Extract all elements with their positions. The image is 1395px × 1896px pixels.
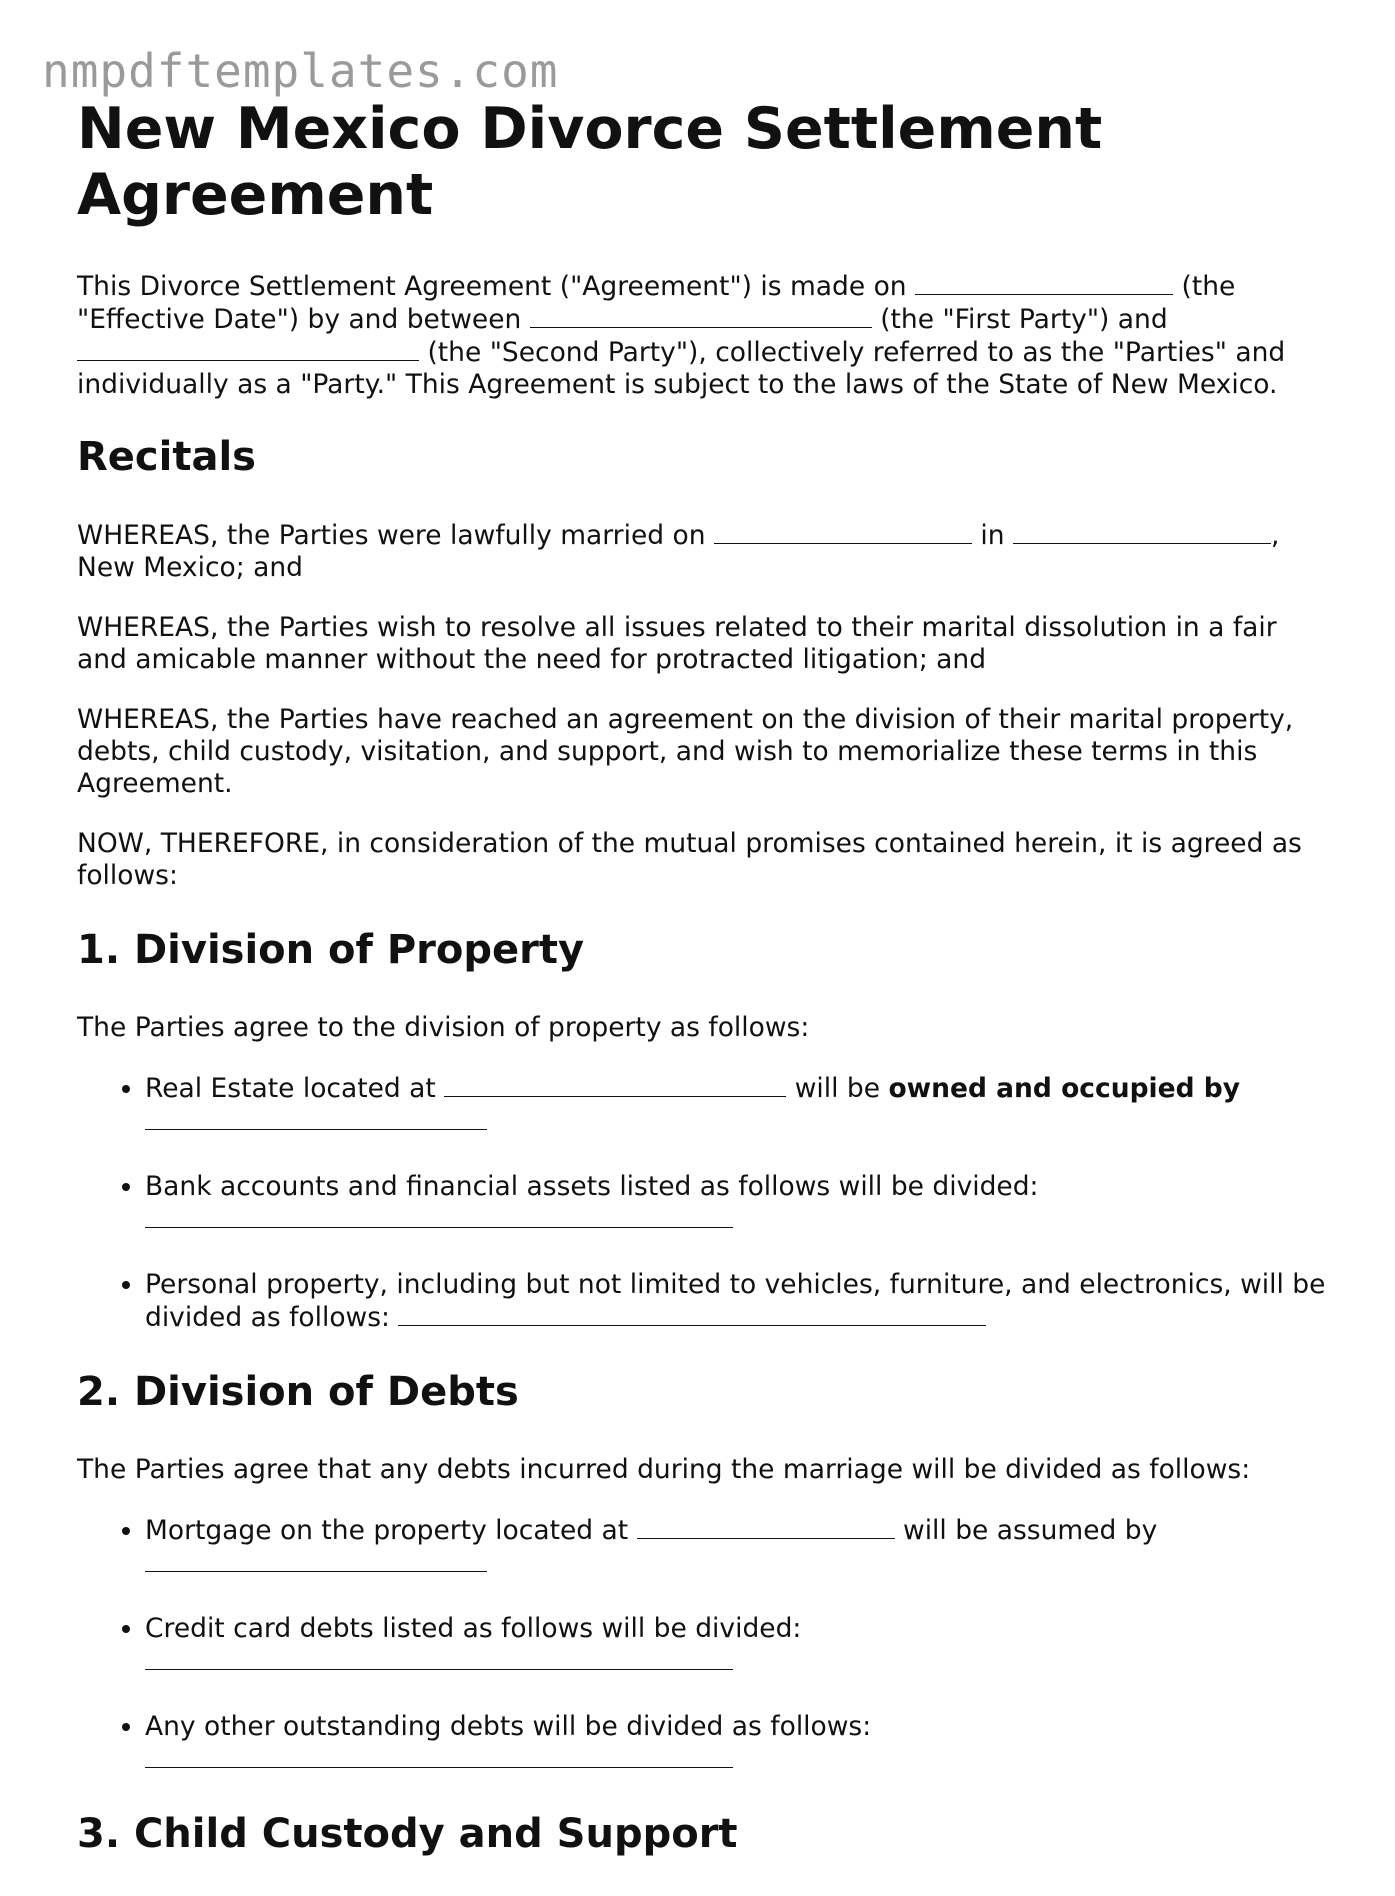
list-item: [145, 1171, 1327, 1236]
personal-property-text: Personal property, including but not limited to vehicles, furniture, and electronics, will be divided as follows:: [145, 1269, 1326, 1333]
section-1-list: [77, 1072, 1327, 1334]
intro-text-2: (the "Effective Date") by and between: [77, 271, 1236, 335]
marriage-place-blank[interactable]: [1013, 519, 1271, 544]
mortgage-text-1: Mortgage on the property located at: [145, 1515, 629, 1546]
mortgage-text-2: will be assumed by: [903, 1515, 1158, 1546]
whereas-1: [77, 519, 1327, 584]
list-item: [145, 1711, 1327, 1776]
list-item: [145, 1269, 1327, 1334]
list-item: [145, 1613, 1327, 1678]
whereas-2: WHEREAS, the Parties wish to resolve all issues related to their marital dissolution in a fair and amicable manner without the need for protracted litigation; and: [77, 612, 1277, 675]
real-estate-owner-blank[interactable]: [145, 1105, 487, 1130]
intro-text-1: This Divorce Settlement Agreement ("Agreement") is made on: [77, 271, 907, 302]
bank-accounts-blank[interactable]: [145, 1203, 733, 1228]
second-party-blank[interactable]: [77, 336, 419, 361]
now-therefore: NOW, THEREFORE, in consideration of the mutual promises contained herein, it is agreed as follows:: [77, 828, 1302, 891]
first-party-blank[interactable]: [530, 303, 872, 328]
real-estate-text-2: will be: [794, 1073, 880, 1104]
real-estate-bold-text: owned and occupied by: [888, 1073, 1241, 1104]
other-debts-text: Any other outstanding debts will be divided as follows:: [145, 1711, 872, 1742]
other-debts-blank[interactable]: [145, 1743, 733, 1768]
credit-card-blank[interactable]: [145, 1645, 733, 1670]
section-2-list: [77, 1514, 1327, 1776]
recitals-heading: Recitals: [77, 434, 256, 480]
section-1-intro: The Parties agree to the division of property as follows:: [77, 1012, 810, 1043]
bank-accounts-text: Bank accounts and financial assets listed as follows will be divided:: [145, 1171, 1039, 1202]
real-estate-location-blank[interactable]: [444, 1072, 786, 1097]
list-item: [145, 1514, 1327, 1580]
watermark: nmpdftemplates.com: [42, 44, 559, 98]
effective-date-blank[interactable]: [915, 270, 1173, 295]
whereas-1-text-3: , New Mexico; and: [77, 520, 1280, 583]
whereas-1-text-2: in: [980, 520, 1005, 551]
section-1-heading: 1. Division of Property: [77, 927, 585, 973]
section-2-intro: The Parties agree that any debts incurred during the marriage will be divided as follows:: [77, 1454, 1251, 1485]
credit-card-text: Credit card debts listed as follows will be divided:: [145, 1613, 802, 1644]
list-item: [145, 1072, 1327, 1138]
mortgage-assumer-blank[interactable]: [145, 1547, 487, 1572]
mortgage-property-blank[interactable]: [637, 1514, 895, 1539]
document-title: New Mexico Divorce Settlement Agreement: [77, 96, 1103, 228]
intro-text-3: (the "First Party") and: [880, 304, 1168, 335]
whereas-3: WHEREAS, the Parties have reached an agreement on the division of their marital property, debts, child custody, visitation, and support, and wish to memorialize these terms in this Agreement.: [77, 704, 1294, 799]
intro-text-4: (the "Second Party"), collectively referred to as the "Parties" and individually as a "Party." This Agreement is subject to the laws of the State of New Mexico.: [77, 337, 1286, 400]
whereas-1-text-1: WHEREAS, the Parties were lawfully married on: [77, 520, 706, 551]
marriage-date-blank[interactable]: [714, 519, 972, 544]
section-3-heading: 3. Child Custody and Support: [77, 1811, 738, 1857]
intro-paragraph: [77, 270, 1327, 401]
personal-property-blank[interactable]: [398, 1301, 986, 1326]
real-estate-text-1: Real Estate located at: [145, 1073, 436, 1104]
document-page: [77, 96, 1327, 1896]
section-2-heading: 2. Division of Debts: [77, 1369, 519, 1415]
